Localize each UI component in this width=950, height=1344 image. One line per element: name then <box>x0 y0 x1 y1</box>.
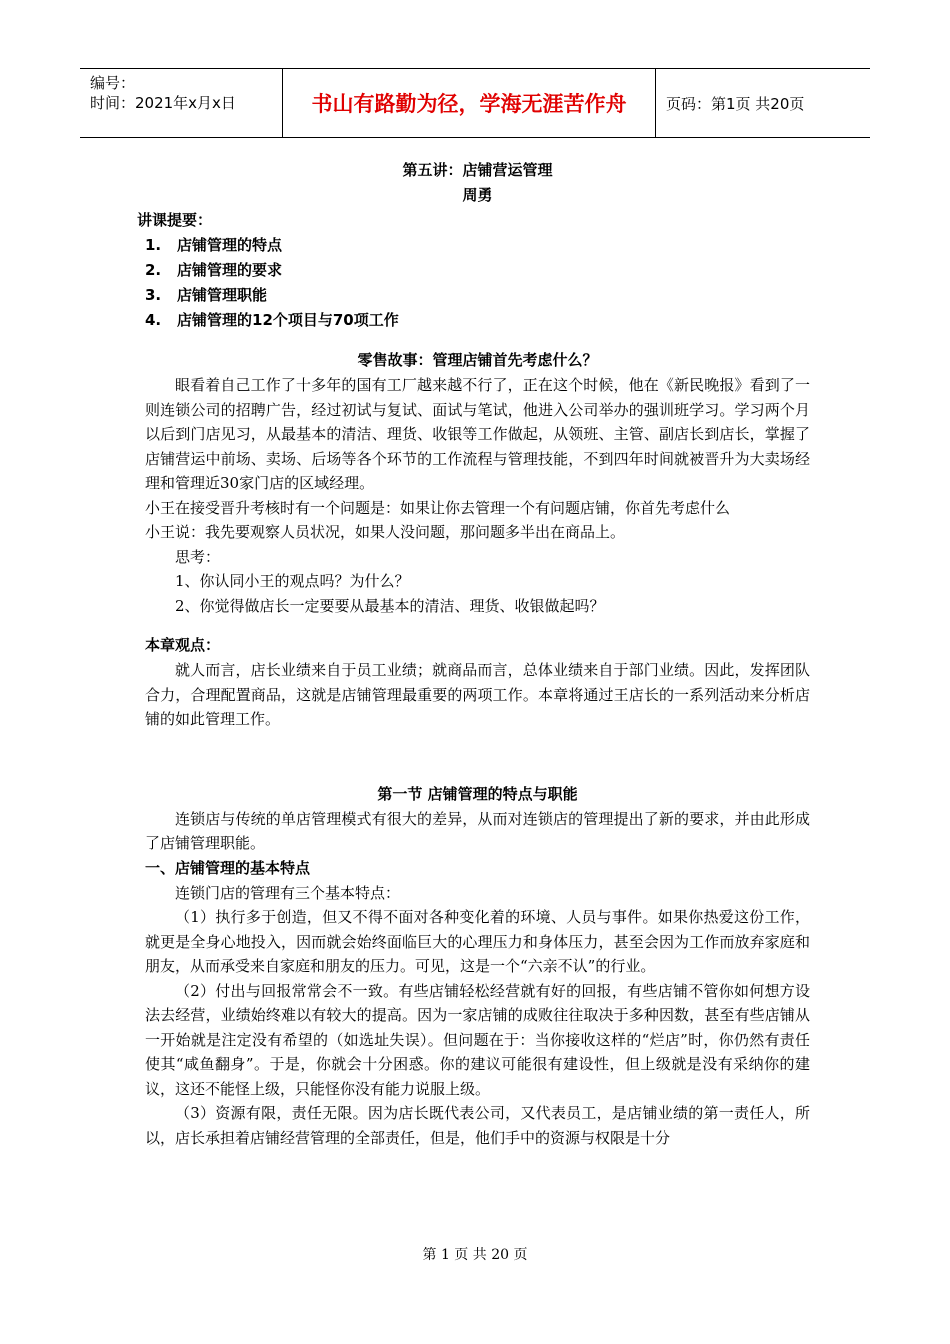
think-question: 2、你觉得做店长一定要要从最基本的清洁、理货、收银做起吗？ <box>175 596 605 615</box>
outline-item <box>145 308 810 333</box>
page-info-cell <box>656 69 870 137</box>
outline-item-number: 1. <box>145 236 162 254</box>
section-paragraph: （2）付出与回报常常会不一致。有些店铺轻松经营就有好的回报，有些店铺不管你如何想方设法去经营，业绩始终难以有较大的提高。因为一家店铺的成败往往取决于多种因数，甚至有些店铺从一开始就是注定没有希望的（如选址失误）。但问题在于：当你接收这样的“烂店”时，你仍然有责任使其“咸鱼翻身”。于是，你就会十分困惑。你的建议可能很有建设性，但上级就是没有采纳你的建议，这还不能怪上级，只能怪你没有能力说服上级。 <box>145 981 810 1098</box>
motto-text: 书山有路勤为径，学海无涯苦作舟 <box>311 92 627 116</box>
outline-item-text: 店铺管理的12个项目与70项工作 <box>177 311 399 329</box>
think-label: 思考： <box>175 547 221 566</box>
outline-heading: 讲课提要： <box>137 211 213 229</box>
lecture-title: 第五讲：店铺营运管理 <box>402 161 553 179</box>
outline-item <box>145 283 810 308</box>
author-name: 周勇 <box>462 186 493 204</box>
page-info-text: 页码：第1页 共20页 <box>666 94 805 113</box>
outline-item-text: 店铺管理职能 <box>177 286 268 304</box>
number-label: 编号： <box>90 74 136 92</box>
header-table <box>80 68 870 138</box>
outline-item-number: 2. <box>145 261 162 279</box>
document-body <box>137 158 810 1150</box>
section-intro: 连锁店与传统的单店管理模式有很大的差异，从而对连锁店的管理提出了新的要求，并由此形成了店铺管理职能。 <box>145 809 810 852</box>
time-label: 时间：2021年x月x日 <box>90 94 236 112</box>
section-title: 第一节 店铺管理的特点与职能 <box>377 784 578 803</box>
header-meta-cell <box>80 69 282 137</box>
think-question: 1、你认同小王的观点吗？为什么？ <box>175 572 410 590</box>
outline-item <box>145 233 810 258</box>
story-paragraph: 小王说：我先要观察人员状况，如果人没问题，那问题多半出在商品上。 <box>145 523 626 541</box>
page-footer: 第 1 页 共 20 页 <box>422 1247 528 1263</box>
outline-item-text: 店铺管理的要求 <box>177 261 283 279</box>
story-paragraph: 眼看着自己工作了十多年的国有工厂越来越不行了，正在这个时候，他在《新民晚报》看到了一则连锁公司的招聘广告，经过初试与复试、面试与笔试，他进入公司举办的强训班学习。学习两个月以后到门店见习，从最基本的清洁、理货、收银等工作做起，从领班、主管、副店长到店长，掌握了店铺营运中前场、卖场、后场等各个环节的工作流程与管理技能，不到四年时间就被晋升为大卖场经理和管理近30家门店的区域经理。 <box>145 376 810 492</box>
story-title: 零售故事：管理店铺首先考虑什么？ <box>357 351 598 369</box>
subsection-heading: 一、店铺管理的基本特点 <box>145 858 311 877</box>
section-paragraph: （3）资源有限，责任无限。因为店长既代表公司，又代表员工，是店铺业绩的第一责任人，所以，店长承担着店铺经营管理的全部责任，但是，他们手中的资源与权限是十分 <box>145 1104 810 1147</box>
outline-item-number: 4. <box>145 311 162 329</box>
motto-cell <box>282 69 656 137</box>
outline-item-number: 3. <box>145 286 162 304</box>
outline-item-text: 店铺管理的特点 <box>177 236 283 254</box>
viewpoint-heading: 本章观点： <box>145 636 221 654</box>
story-paragraph: 小王在接受晋升考核时有一个问题是：如果让你去管理一个有问题店铺，你首先考虑什么 <box>145 498 731 517</box>
section-paragraph: 连锁门店的管理有三个基本特点： <box>175 883 401 902</box>
section-paragraph: （1）执行多于创造，但又不得不面对各种变化着的环境、人员与事件。如果你热爱这份工作，就更是全身心地投入，因而就会始终面临巨大的心理压力和身体压力，甚至会因为工作而放弃家庭和朋友，从而承受来自家庭和朋友的压力。可见，这是一个“六亲不认”的行业。 <box>145 908 810 975</box>
outline-item <box>145 258 810 283</box>
outline-list <box>145 233 810 333</box>
viewpoint-paragraph: 就人而言，店长业绩来自于员工业绩；就商品而言，总体业绩来自于部门业绩。因此，发挥团队合力，合理配置商品，这就是店铺管理最重要的两项工作。本章将通过王店长的一系列活动来分析店铺的如此管理工作。 <box>145 661 810 728</box>
